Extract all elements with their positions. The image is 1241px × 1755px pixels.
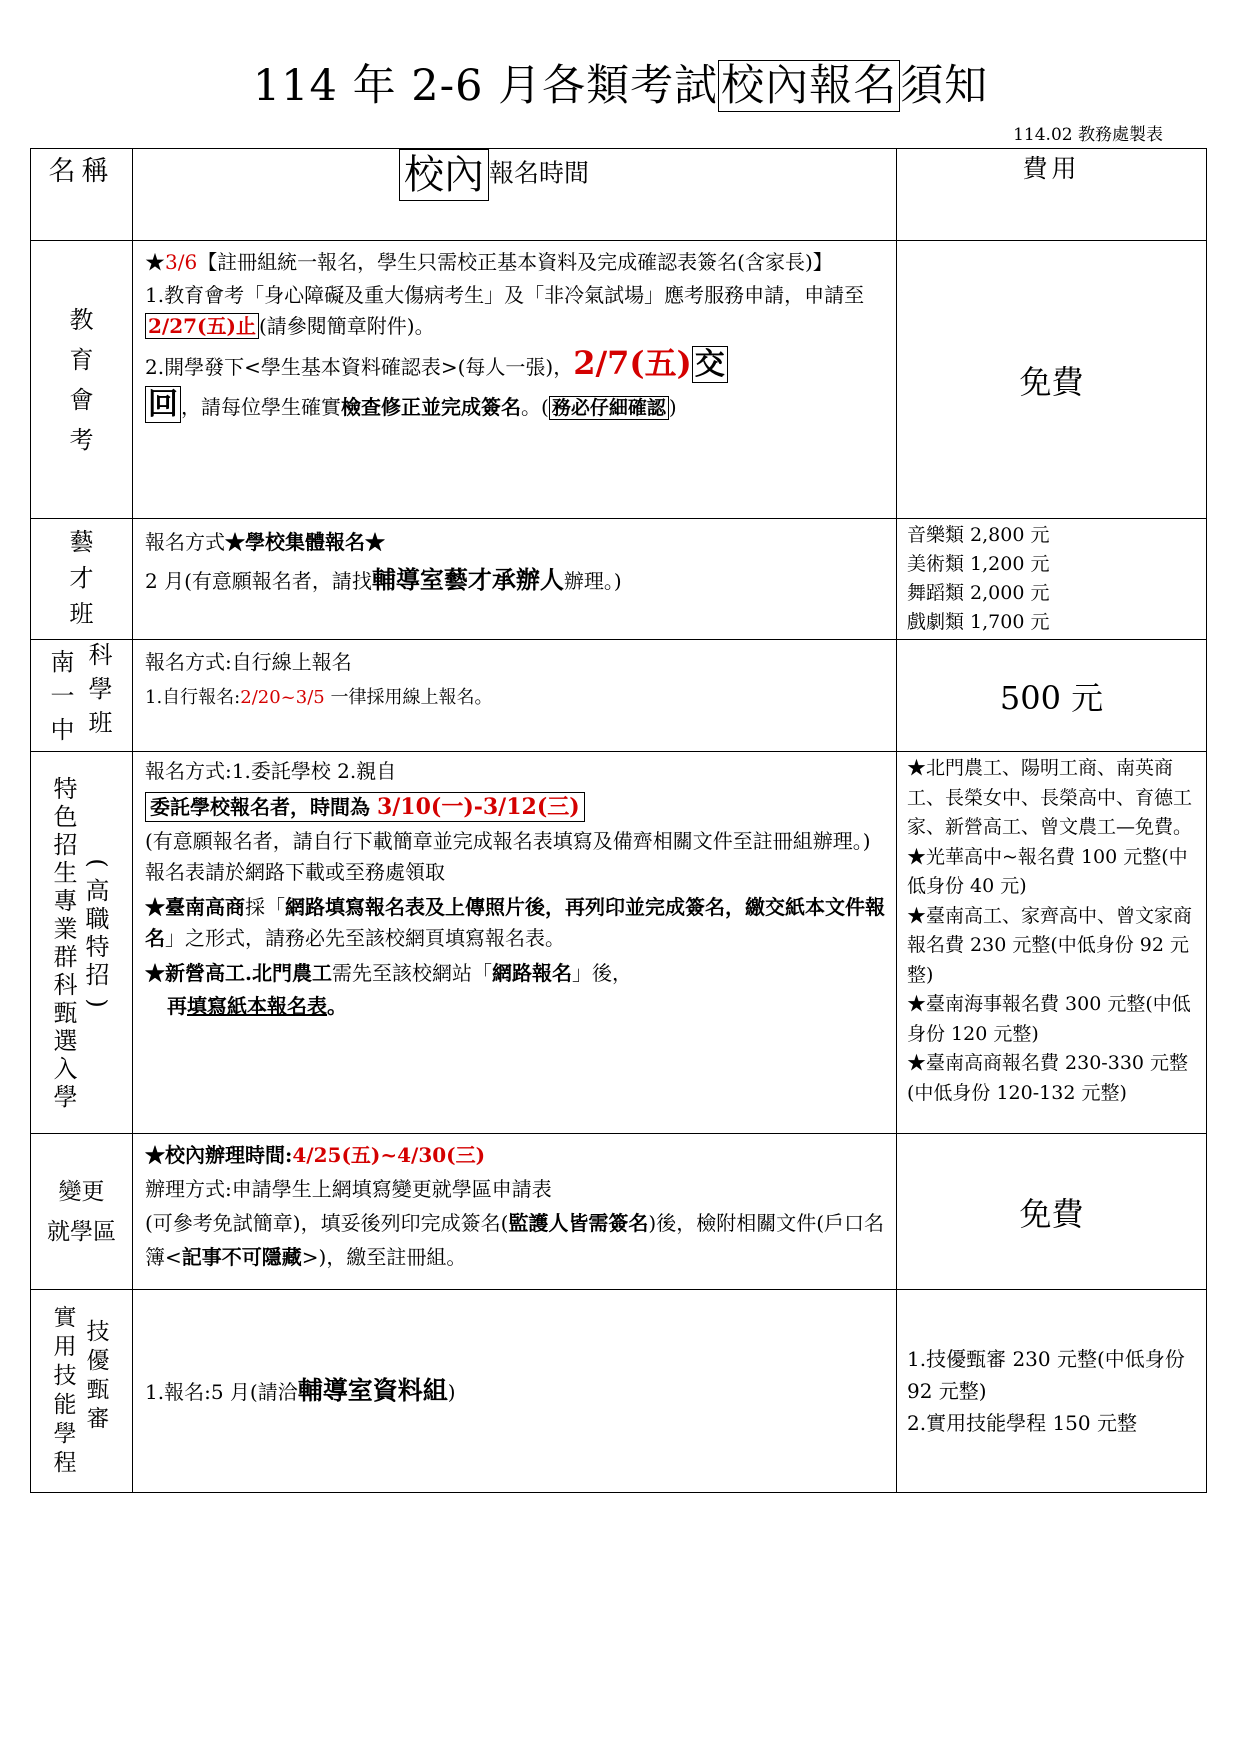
- row-arts-class: [31, 519, 1207, 640]
- registration-table: [30, 148, 1207, 1493]
- row-science-class: [31, 640, 1207, 752]
- header-time: 校內 報名時間: [133, 149, 897, 241]
- education-exam-intro: ★3/6【註冊組統一報名，學生只需校正基本資料及完成確認表簽名(含家長)】: [145, 250, 833, 274]
- title-boxed-word: 校內報名: [718, 60, 900, 112]
- special-instructions: (有意願報名者，請自行下載簡章並完成報名表填寫及備齊相關文件至註冊組辦理。) 報名表請於網路下載或至務處領取: [145, 829, 871, 884]
- education-exam-item-2: 2.開學發下<學生基本資料確認表>(每人一張)，2/7(五) 交: [145, 348, 886, 383]
- row-detail-cell: [133, 1290, 897, 1493]
- row-name-cell: [31, 1134, 133, 1290]
- header-row: [31, 149, 1207, 241]
- education-exam-item-1: 1.教育會考「身心障礙及重大傷病考生」及「非冷氣試場」應考服務申請，申請至2/27(五)止 (請參閱簡章附件)。: [145, 283, 865, 338]
- fee-skills-program: 1.技優甄審 230 元整(中低身份 92 元整) 2.實用技能學程 150 元整: [897, 1290, 1207, 1493]
- skills-registration: 1.報名:5 月(請洽輔導室資料組): [145, 1375, 456, 1405]
- row-skills-program: [31, 1290, 1207, 1493]
- district-method: 辦理方式:申請學生上網填寫變更就學區申請表: [145, 1177, 552, 1201]
- row-detail-cell: [133, 752, 897, 1134]
- row-name-education-exam: 教 育 會 考: [69, 305, 94, 454]
- row-name-skills-program: 實 用 技 能 學 程 技 優 甄 審: [53, 1305, 110, 1476]
- arts-method: 報名方式★學校集體報名★: [145, 530, 385, 554]
- row-detail-cell: ★3/6【註冊組統一報名，學生只需校正基本資料及完成確認表簽名(含家長)】 1.教育會考「身心障礙及重大傷病考生」及「非冷氣試場」應考服務申請，申請至2/27(五)止 (請參閱簡章附件)。 2.開學發下<學生基本資料確認表>(每人一張)，2/7(五) 交 回 ，請每位學生確實檢查修正並完成簽名。( 務必仔細確認 ): [133, 241, 897, 519]
- row-detail-cell: [133, 519, 897, 640]
- special-xinying-beimen: ★新營高工.北門農工需先至該校網站「網路報名」後，: [145, 961, 632, 985]
- issuer-note: 114.02 教務處製表: [1013, 125, 1163, 145]
- row-name-science-class: 南 一 中 科 學 班: [50, 640, 113, 744]
- row-detail-cell: [133, 1134, 897, 1290]
- row-name-cell: [31, 519, 133, 640]
- row-name-cell: [31, 1290, 133, 1493]
- special-paper-form: 再填寫紙本報名表。: [167, 994, 347, 1018]
- row-name-cell: [31, 640, 133, 752]
- district-documents: (可參考免試簡章)，填妥後列印完成簽名(監護人皆需簽名)後，檢附相關文件(戶口名簿<記事不可隱藏>)，繳至註冊組。: [145, 1211, 885, 1269]
- science-date: 1.自行報名:2/20~3/5 一律採用線上報名。: [145, 687, 493, 708]
- row-name-cell: [31, 752, 133, 1134]
- row-change-district: [31, 1134, 1207, 1290]
- page-title: 114 年 2-6 月各類考試校內報名須知: [252, 61, 989, 111]
- fee-change-district: 免費: [897, 1134, 1207, 1290]
- row-education-exam: [31, 241, 1207, 519]
- row-name-special-admission: 特 色 招 生 專 業 群 科 甄 選 入 學 ( 高 職 特 招 ): [53, 774, 112, 1111]
- fee-science-class: 500 元: [897, 640, 1207, 752]
- fee-education-exam: 免費: [897, 241, 1207, 519]
- row-name-cell: [31, 241, 133, 519]
- row-special-admission: [31, 752, 1207, 1134]
- special-entrust-box: 委託學校報名者，時間為 3/10(一)-3/12(三): [145, 792, 585, 822]
- row-detail-cell: [133, 640, 897, 752]
- row-name-change-district: 變更 就學區: [47, 1178, 116, 1245]
- fee-arts-class: 音樂類 2,800 元 美術類 1,200 元 舞蹈類 2,000 元 戲劇類 1,700 元: [897, 519, 1207, 640]
- science-method: 報名方式:自行線上報名: [145, 650, 352, 674]
- arts-contact: 2 月(有意願報名者，請找輔導室藝才承辦人辦理。): [145, 565, 622, 594]
- special-method: 報名方式:1.委託學校 2.親自: [145, 759, 397, 783]
- special-tainan-commercial: ★臺南高商採「網路填寫報名表及上傳照片後，再列印並完成簽名，繳交紙本文件報名」之形式，請務必先至該校網頁填寫報名表。: [145, 895, 885, 950]
- district-time: ★校內辦理時間:4/25(五)~4/30(三): [145, 1143, 486, 1167]
- fee-special-admission: ★北門農工、陽明工商、南英商工、長榮女中、長榮高中、育德工家、新營高工、曾文農工—免費。 ★光華高中~報名費 100 元整(中低身份 40 元) ★臺南高工、家齊高中、曾文家商報名費 230 元整(中低身份 92 元整) ★臺南海事報名費 300 元整(中低身份 120 元整) ★臺南高商報名費 230-330 元整(中低身份 120-132 元整): [897, 752, 1207, 1134]
- row-name-arts-class: 藝 才 班: [69, 528, 94, 628]
- header-name: 名稱: [31, 149, 133, 241]
- header-fee: 費用: [897, 149, 1207, 241]
